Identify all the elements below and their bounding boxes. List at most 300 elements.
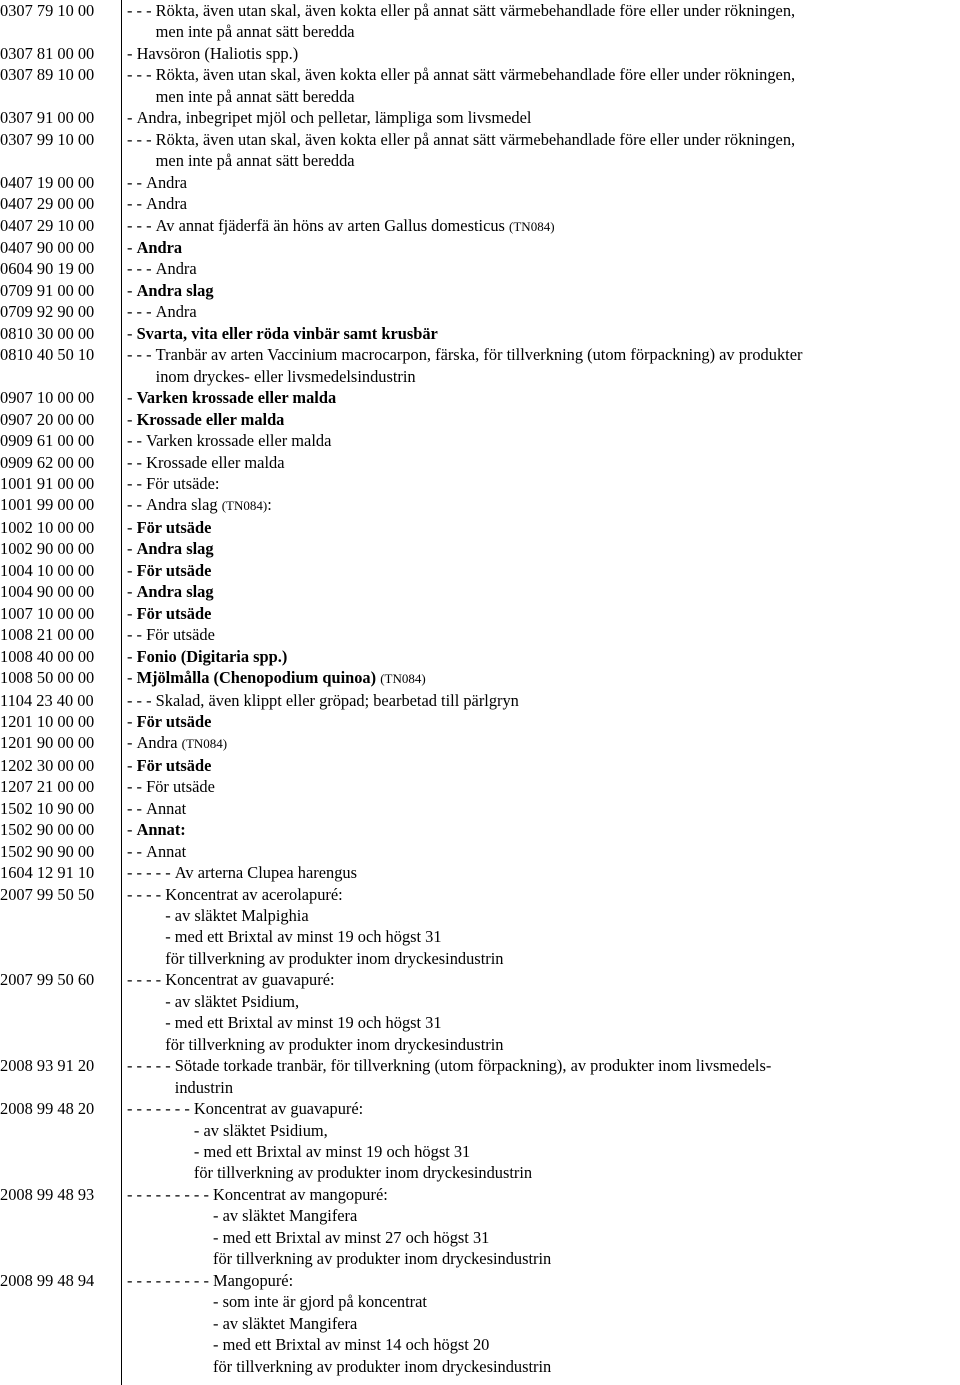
table-row <box>0 129 960 172</box>
table-row <box>0 107 960 128</box>
tariff-code: 1008 50 00 00 <box>0 668 95 688</box>
table-row <box>0 1055 960 1098</box>
description-line-text: - som inte är gjord på koncentrat <box>213 1292 427 1312</box>
table-row <box>0 323 960 344</box>
description-line <box>137 387 956 408</box>
indent-dashes: - - - <box>127 1 156 20</box>
description-text <box>137 819 956 840</box>
description-line <box>165 969 956 990</box>
description-line-text: Andra slag <box>136 280 214 300</box>
indent-dashes: - - - <box>127 690 156 710</box>
description-line-text: för tillverkning av produkter inom dryckesindustrin <box>213 1356 552 1376</box>
tariff-code: 0407 29 10 00 <box>0 215 95 235</box>
description-text <box>156 258 956 279</box>
description-line <box>146 172 956 193</box>
description-text <box>213 1270 956 1377</box>
indent-dashes: - <box>127 668 137 688</box>
tariff-code: 0909 61 00 00 <box>0 431 95 451</box>
table-row <box>0 690 960 711</box>
description <box>122 690 960 711</box>
description-line-text: Skalad, även klippt eller gröpad; bearbetad till pärlgryn <box>155 690 519 710</box>
indent-dashes: - <box>127 820 137 840</box>
description-text <box>137 581 956 602</box>
description-line-text: Mangopuré: <box>213 1270 294 1290</box>
table-row <box>0 969 960 1055</box>
description-text <box>156 215 956 237</box>
table-row <box>0 452 960 473</box>
indent-dashes: - - - - - <box>127 863 175 883</box>
tariff-code: 1201 90 00 00 <box>0 733 95 753</box>
description-line-text: Koncentrat av acerolapuré: <box>165 884 343 904</box>
description-text <box>146 798 956 819</box>
indent-dashes: - - - - - <box>127 1056 175 1076</box>
description-text <box>137 323 956 344</box>
table-row <box>0 280 960 301</box>
description-text <box>146 473 956 494</box>
indent-dashes: - - <box>127 194 147 214</box>
description-line-text: Rökta, även utan skal, även kokta eller på annat sätt värmebehandlade före eller under rökningen, <box>155 65 796 85</box>
description-text <box>137 387 956 408</box>
description-line-text: för tillverkning av produkter inom dryckesindustrin <box>165 948 504 968</box>
description-line <box>165 948 956 969</box>
description-text <box>146 193 956 214</box>
tariff-code: 1004 90 00 00 <box>0 582 95 602</box>
description-line-text: för tillverkning av produkter inom dryckesindustrin <box>193 1163 533 1183</box>
table-row <box>0 732 960 754</box>
table-row <box>0 711 960 732</box>
description-text <box>146 624 956 645</box>
description-line-text: - av släktet Mangifera <box>213 1313 358 1333</box>
table-row <box>0 64 960 107</box>
table-row <box>0 819 960 840</box>
tariff-code: 1604 12 91 10 <box>0 863 95 883</box>
description-text <box>137 43 956 64</box>
description <box>122 452 960 473</box>
tariff-code: 2008 99 48 93 <box>0 1184 95 1204</box>
description-text <box>137 280 956 301</box>
tariff-code: 1502 90 00 00 <box>0 820 95 840</box>
description-line <box>137 43 956 64</box>
description-line-text: Tranbär av arten Vaccinium macrocarpon, färska, för tillverkning (utom förpackning) av produkter <box>155 345 803 365</box>
description-line <box>194 1120 956 1141</box>
description-line-text: men inte på annat sätt beredda <box>155 86 355 106</box>
description-line-text: Varken krossade eller malda <box>136 388 337 408</box>
description-line <box>137 603 956 624</box>
table-row <box>0 258 960 279</box>
indent-dashes: - <box>127 108 137 128</box>
table-row <box>0 193 960 214</box>
description-line <box>194 1162 956 1183</box>
table-row <box>0 1270 960 1377</box>
table-row <box>0 301 960 322</box>
description-line <box>156 301 956 322</box>
table-row <box>0 430 960 451</box>
indent-dashes: - <box>127 323 137 343</box>
description-line <box>137 323 956 344</box>
description <box>122 1184 960 1270</box>
description-line <box>165 905 956 926</box>
description-line <box>194 1141 956 1162</box>
description-line <box>165 1012 956 1033</box>
description-text <box>137 517 956 538</box>
description <box>122 1270 960 1377</box>
description <box>122 43 960 64</box>
description-line-text: För utsäde <box>136 711 212 731</box>
footnote-ref: (TN084) <box>380 671 426 687</box>
description <box>122 755 960 776</box>
table-row <box>0 798 960 819</box>
indent-dashes: - <box>127 711 137 731</box>
tariff-code: 0307 99 10 00 <box>0 129 95 149</box>
description-text <box>156 301 956 322</box>
description <box>122 732 960 754</box>
footnote-ref: (TN084) <box>509 218 555 234</box>
table-row <box>0 43 960 64</box>
tariff-code: 0407 29 00 00 <box>0 194 95 214</box>
description-line-text: Koncentrat av guavapuré: <box>193 1099 364 1119</box>
description-line-text: Andra <box>136 237 183 257</box>
description-line <box>213 1270 956 1291</box>
indent-dashes: - - - <box>127 302 156 322</box>
indent-dashes: - - <box>127 452 147 472</box>
tariff-code: 2007 99 50 50 <box>0 884 95 904</box>
tariff-code: 2007 99 50 60 <box>0 970 95 990</box>
indent-dashes: - <box>127 388 137 408</box>
description-line-text: Andra <box>155 259 197 279</box>
description <box>122 473 960 494</box>
description-text <box>156 64 956 107</box>
tariff-code: 1207 21 00 00 <box>0 777 95 797</box>
table-row <box>0 776 960 797</box>
tariff-code: 1002 10 00 00 <box>0 517 95 537</box>
tariff-code: 1008 40 00 00 <box>0 646 95 666</box>
description <box>122 841 960 862</box>
description-line-text: industrin <box>174 1077 234 1097</box>
description-line-text: Mjölmålla (Chenopodium quinoa) <box>136 668 377 688</box>
description-text <box>137 237 956 258</box>
indent-dashes: - <box>127 646 137 666</box>
description-line-text: för tillverkning av produkter inom dryckesindustrin <box>213 1249 552 1269</box>
description-line-text: för tillverkning av produkter inom dryckesindustrin <box>165 1034 504 1054</box>
description-line-text: - av släktet Malpighia <box>165 906 309 926</box>
description-text <box>137 711 956 732</box>
description-line <box>213 1313 956 1334</box>
description-line <box>137 517 956 538</box>
description <box>122 237 960 258</box>
description <box>122 560 960 581</box>
description-line <box>156 690 956 711</box>
tariff-code: 0307 91 00 00 <box>0 108 95 128</box>
indent-dashes: - - - - <box>127 970 166 990</box>
tariff-code: 1004 10 00 00 <box>0 560 95 580</box>
description-line-text: Andra slag <box>146 495 218 515</box>
description-line <box>146 624 956 645</box>
description-text <box>146 452 956 473</box>
tariff-code: 1001 99 00 00 <box>0 495 95 515</box>
description-line <box>137 280 956 301</box>
tariff-code: 1007 10 00 00 <box>0 603 95 623</box>
table-row <box>0 560 960 581</box>
description-line-text: För utsäde <box>136 755 212 775</box>
description-line-text: Andra <box>155 302 197 322</box>
tariff-code: 0907 20 00 00 <box>0 409 95 429</box>
description-line-text: men inte på annat sätt beredda <box>155 22 355 42</box>
description-line <box>213 1291 956 1312</box>
description <box>122 387 960 408</box>
description-line-text: Sötade torkade tranbär, för tillverkning (utom förpackning), av produkter inom livsmedels- <box>174 1056 772 1076</box>
table-row <box>0 755 960 776</box>
description-line <box>137 755 956 776</box>
table-row <box>0 646 960 667</box>
description-line-text: Annat <box>146 841 187 861</box>
description-line <box>146 494 956 516</box>
description-text <box>194 1098 956 1184</box>
description-text <box>137 667 956 689</box>
description <box>122 344 960 387</box>
indent-dashes: - <box>127 582 137 602</box>
table-row <box>0 387 960 408</box>
tariff-code: 0907 10 00 00 <box>0 388 95 408</box>
table-row <box>0 344 960 387</box>
tariff-code: 2008 99 48 94 <box>0 1270 95 1290</box>
description <box>122 798 960 819</box>
tariff-code: 2008 99 48 20 <box>0 1099 95 1119</box>
description <box>122 409 960 430</box>
description-line-text: - med ett Brixtal av minst 14 och högst 20 <box>213 1335 490 1355</box>
description <box>122 711 960 732</box>
description-text <box>146 776 956 797</box>
footnote-ref: (TN084) <box>221 498 268 514</box>
description-line <box>137 560 956 581</box>
tariff-code: 0709 92 90 00 <box>0 302 95 322</box>
description-line <box>156 258 956 279</box>
indent-dashes: - - - - <box>127 884 166 904</box>
description <box>122 646 960 667</box>
description-line-text: men inte på annat sätt beredda <box>155 151 355 171</box>
description-line <box>213 1356 956 1377</box>
description-text <box>137 603 956 624</box>
table-row <box>0 603 960 624</box>
table-row <box>0 884 960 970</box>
description-line <box>137 107 956 128</box>
description-line <box>146 473 956 494</box>
description-line-text: Annat <box>146 798 187 818</box>
indent-dashes: - - - - - - - <box>127 1099 194 1119</box>
description-text <box>165 884 956 970</box>
description-line <box>137 819 956 840</box>
description-line <box>137 711 956 732</box>
description-line-text: Annat: <box>136 820 186 840</box>
description-line-text: För utsäde <box>146 625 215 645</box>
description-line <box>156 64 956 85</box>
description-line <box>175 1077 956 1098</box>
tariff-code: 0709 91 00 00 <box>0 280 95 300</box>
tariff-code: 2008 93 91 20 <box>0 1056 95 1076</box>
indent-dashes: - <box>127 603 137 623</box>
indent-dashes: - - <box>127 172 147 192</box>
description-line-text: Rökta, även utan skal, även kokta eller på annat sätt värmebehandlade före eller under rökningen, <box>155 129 796 149</box>
description-line <box>165 926 956 947</box>
description-line-text: För utsäde: <box>146 473 220 493</box>
description-line <box>213 1334 956 1355</box>
tariff-code: 1002 90 00 00 <box>0 539 95 559</box>
description-line <box>156 129 956 150</box>
table-row <box>0 862 960 883</box>
indent-dashes: - - <box>127 841 147 861</box>
description <box>122 129 960 172</box>
indent-dashes: - <box>127 539 137 559</box>
description-text <box>146 494 956 516</box>
description-line-text: Andra <box>136 733 178 753</box>
description <box>122 1055 960 1098</box>
tariff-code: 1201 10 00 00 <box>0 711 95 731</box>
indent-dashes: - <box>127 517 137 537</box>
indent-dashes: - <box>127 237 137 257</box>
description-line-text: Svarta, vita eller röda vinbär samt krusbär <box>136 323 438 343</box>
description-line-text: Av annat fjäderfä än höns av arten Gallus domesticus <box>155 215 505 235</box>
description-line <box>156 366 956 387</box>
table-row <box>0 1184 960 1270</box>
description-line <box>156 344 956 365</box>
description <box>122 215 960 237</box>
description <box>122 624 960 645</box>
description-line-text: inom dryckes- eller livsmedelsindustrin <box>155 366 416 386</box>
description-line <box>165 1034 956 1055</box>
indent-dashes: - - <box>127 495 147 515</box>
description-line-text: Koncentrat av guavapuré: <box>165 970 335 990</box>
description-line <box>213 1205 956 1226</box>
description-line <box>194 1098 956 1119</box>
description-line-text: Andra slag <box>136 582 214 602</box>
description-text <box>165 969 956 1055</box>
description <box>122 538 960 559</box>
description <box>122 193 960 214</box>
description-text <box>175 862 956 883</box>
table-row <box>0 517 960 538</box>
description-text <box>146 172 956 193</box>
table-row <box>0 624 960 645</box>
description-line-text: Havsöron (Haliotis spp.) <box>136 43 299 63</box>
tariff-code: 0604 90 19 00 <box>0 259 95 279</box>
table-row <box>0 1098 960 1184</box>
table-row <box>0 0 960 43</box>
description-line-text: - med ett Brixtal av minst 19 och högst 31 <box>193 1142 471 1162</box>
description-line-text: - med ett Brixtal av minst 19 och högst 31 <box>165 927 442 947</box>
indent-dashes: - - - <box>127 65 156 85</box>
tariff-code: 0407 19 00 00 <box>0 172 95 192</box>
description-text <box>137 755 956 776</box>
indent-dashes: - - - - - - - - - <box>127 1270 214 1290</box>
indent-dashes: - <box>127 560 137 580</box>
indent-dashes: - <box>127 280 137 300</box>
description-line-text: Krossade eller malda <box>136 409 285 429</box>
description-line <box>146 193 956 214</box>
description <box>122 776 960 797</box>
description-line <box>137 667 956 689</box>
description-line <box>137 538 956 559</box>
description-line <box>146 841 956 862</box>
indent-dashes: - - - <box>127 129 156 149</box>
description <box>122 258 960 279</box>
description-line <box>156 21 956 42</box>
description-line-text: Andra, inbegripet mjöl och pelletar, lämpliga som livsmedel <box>136 108 532 128</box>
description-text <box>137 646 956 667</box>
description-line <box>213 1248 956 1269</box>
description-line <box>213 1227 956 1248</box>
description <box>122 64 960 107</box>
description-line <box>137 646 956 667</box>
table-row <box>0 473 960 494</box>
table-row <box>0 215 960 237</box>
indent-dashes: - <box>127 409 137 429</box>
description <box>122 430 960 451</box>
description <box>122 603 960 624</box>
tariff-code: 1001 91 00 00 <box>0 473 95 493</box>
description-line-text: - med ett Brixtal av minst 19 och högst 31 <box>165 1013 442 1033</box>
tariff-code: 1202 30 00 00 <box>0 755 95 775</box>
indent-dashes: - - - - - - - - - <box>127 1184 214 1204</box>
indent-dashes: - <box>127 43 137 63</box>
description <box>122 494 960 516</box>
description-line <box>137 732 956 754</box>
description-text <box>156 129 956 172</box>
description-line <box>137 237 956 258</box>
description-text <box>213 1184 956 1270</box>
description-text <box>137 107 956 128</box>
tariff-code: 0810 40 50 10 <box>0 345 95 365</box>
tariff-code: 0307 79 10 00 <box>0 1 95 20</box>
table-row <box>0 237 960 258</box>
indent-dashes: - - <box>127 798 147 818</box>
description <box>122 884 960 970</box>
column-divider <box>121 0 122 1385</box>
indent-dashes: - - <box>127 777 147 797</box>
table-row <box>0 172 960 193</box>
description-line <box>156 150 956 171</box>
indent-dashes: - - <box>127 431 147 451</box>
description-line-text: För utsäde <box>136 517 212 537</box>
description-line <box>146 776 956 797</box>
description-text <box>156 0 956 43</box>
tariff-code: 0407 90 00 00 <box>0 237 95 257</box>
indent-dashes: - - - <box>127 345 156 365</box>
description-line-text: Andra <box>146 172 188 192</box>
description-line <box>156 215 956 237</box>
description <box>122 1098 960 1184</box>
description-line-text: För utsäde <box>146 777 215 797</box>
indent-dashes: - - <box>127 473 147 493</box>
table-row <box>0 841 960 862</box>
description-line <box>146 452 956 473</box>
description-line <box>146 798 956 819</box>
description-line-text: - av släktet Mangifera <box>213 1206 358 1226</box>
description-line <box>146 430 956 451</box>
description-line <box>165 991 956 1012</box>
description-text <box>156 344 956 387</box>
description-line <box>137 581 956 602</box>
description-line-text: För utsäde <box>136 603 212 623</box>
indent-dashes: - - <box>127 625 147 645</box>
description-line <box>165 884 956 905</box>
table-row <box>0 538 960 559</box>
description-line-text: Av arterna Clupea harengus <box>174 863 357 883</box>
indent-dashes: - - - <box>127 259 156 279</box>
description-text <box>146 430 956 451</box>
description-line-text: Fonio (Digitaria spp.) <box>136 646 288 666</box>
description <box>122 301 960 322</box>
description <box>122 969 960 1055</box>
description <box>122 107 960 128</box>
